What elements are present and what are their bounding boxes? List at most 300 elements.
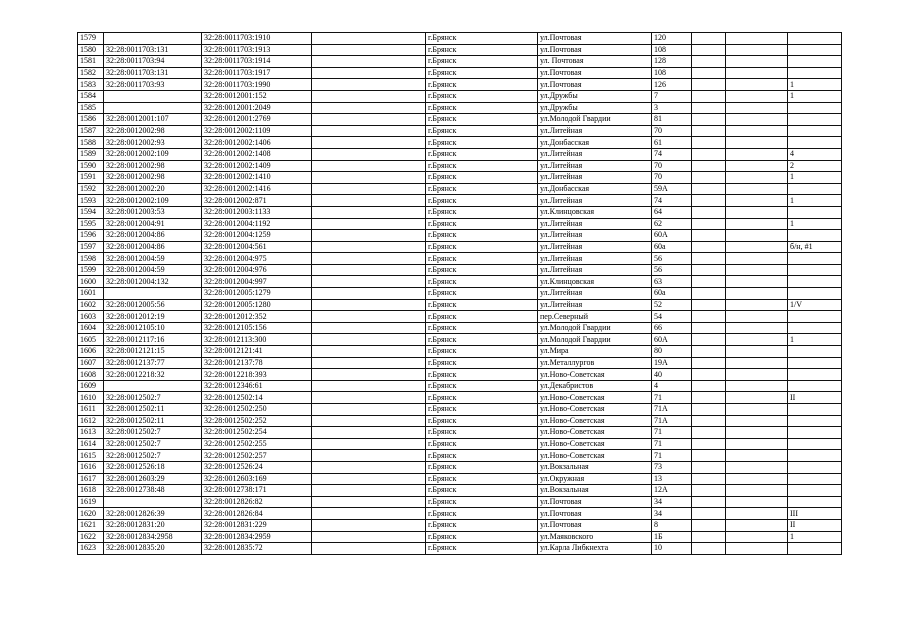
row-number-cell: 1604 xyxy=(78,322,104,334)
blank-cell-b xyxy=(692,531,726,543)
table-row xyxy=(78,160,842,172)
table-row xyxy=(78,102,842,114)
cadastral-number-cell: 32:28:0012002:1416 xyxy=(202,183,312,195)
blank-cell-b xyxy=(692,357,726,369)
blank-cell-b xyxy=(692,346,726,358)
parcel-number-cell: 32:28:0012001:107 xyxy=(104,114,202,126)
house-number-cell: 10 xyxy=(652,543,692,555)
row-number-cell: 1619 xyxy=(78,496,104,508)
parcel-number-cell: 32:28:0012002:98 xyxy=(104,160,202,172)
blank-cell-c xyxy=(726,102,788,114)
street-cell: ул.Окружная xyxy=(538,473,652,485)
parcel-number-cell: 32:28:0012004:86 xyxy=(104,230,202,242)
premises-cell xyxy=(788,33,842,45)
city-cell: г.Брянск xyxy=(426,114,538,126)
row-number-cell: 1621 xyxy=(78,519,104,531)
row-number-cell: 1616 xyxy=(78,461,104,473)
street-cell: ул.Молодой Гвардии xyxy=(538,114,652,126)
parcel-number-cell: 32:28:0012002:109 xyxy=(104,195,202,207)
row-number-cell: 1589 xyxy=(78,148,104,160)
house-number-cell: 70 xyxy=(652,172,692,184)
blank-cell-b xyxy=(692,183,726,195)
cadastral-number-cell: 32:28:0012004:976 xyxy=(202,264,312,276)
street-cell: ул.Литейная xyxy=(538,195,652,207)
cadastral-number-cell: 32:28:0012834:2959 xyxy=(202,531,312,543)
street-cell: ул.Дружбы xyxy=(538,102,652,114)
house-number-cell: 8 xyxy=(652,519,692,531)
table-row xyxy=(78,206,842,218)
street-cell: ул.Литейная xyxy=(538,218,652,230)
cadastral-number-cell: 32:28:0012001:2769 xyxy=(202,114,312,126)
blank-cell-b xyxy=(692,67,726,79)
house-number-cell: 108 xyxy=(652,44,692,56)
blank-cell-b xyxy=(692,33,726,45)
city-cell: г.Брянск xyxy=(426,357,538,369)
house-number-cell: 13 xyxy=(652,473,692,485)
blank-cell-c xyxy=(726,311,788,323)
blank-cell-c xyxy=(726,334,788,346)
row-number-cell: 1622 xyxy=(78,531,104,543)
cadastral-number-cell: 32:28:0012502:257 xyxy=(202,450,312,462)
row-number-cell: 1590 xyxy=(78,160,104,172)
cadastral-number-cell: 32:28:0012502:14 xyxy=(202,392,312,404)
blank-cell-b xyxy=(692,125,726,137)
cadastral-number-cell: 32:28:0012218:393 xyxy=(202,369,312,381)
row-number-cell: 1583 xyxy=(78,79,104,91)
house-number-cell: 120 xyxy=(652,33,692,45)
cadastral-number-cell: 32:28:0012835:72 xyxy=(202,543,312,555)
blank-cell-c xyxy=(726,508,788,520)
row-number-cell: 1586 xyxy=(78,114,104,126)
table-row xyxy=(78,148,842,160)
cadastral-number-cell: 32:28:0012004:975 xyxy=(202,253,312,265)
premises-cell xyxy=(788,253,842,265)
blank-cell-a xyxy=(312,206,426,218)
cadastral-number-cell: 32:28:0012005:1279 xyxy=(202,288,312,300)
city-cell: г.Брянск xyxy=(426,334,538,346)
table-row xyxy=(78,67,842,79)
blank-cell-a xyxy=(312,148,426,160)
street-cell: ул. Почтовая xyxy=(538,56,652,68)
city-cell: г.Брянск xyxy=(426,485,538,497)
row-number-cell: 1601 xyxy=(78,288,104,300)
city-cell: г.Брянск xyxy=(426,230,538,242)
table-row xyxy=(78,253,842,265)
blank-cell-c xyxy=(726,519,788,531)
table-row xyxy=(78,531,842,543)
table-row xyxy=(78,33,842,45)
premises-cell: II xyxy=(788,519,842,531)
blank-cell-c xyxy=(726,288,788,300)
table-row xyxy=(78,241,842,253)
street-cell: пер.Северный xyxy=(538,311,652,323)
blank-cell-b xyxy=(692,322,726,334)
blank-cell-c xyxy=(726,218,788,230)
table-row xyxy=(78,264,842,276)
street-cell: ул.Почтовая xyxy=(538,79,652,91)
street-cell: ул.Молодой Гвардии xyxy=(538,322,652,334)
cadastral-number-cell: 32:28:0012346:61 xyxy=(202,380,312,392)
parcel-number-cell xyxy=(104,380,202,392)
city-cell: г.Брянск xyxy=(426,473,538,485)
street-cell: ул.Литейная xyxy=(538,172,652,184)
table-row xyxy=(78,288,842,300)
blank-cell-a xyxy=(312,485,426,497)
blank-cell-c xyxy=(726,241,788,253)
blank-cell-b xyxy=(692,543,726,555)
city-cell: г.Брянск xyxy=(426,206,538,218)
house-number-cell: 61 xyxy=(652,137,692,149)
city-cell: г.Брянск xyxy=(426,253,538,265)
street-cell: ул.Почтовая xyxy=(538,67,652,79)
city-cell: г.Брянск xyxy=(426,415,538,427)
city-cell: г.Брянск xyxy=(426,519,538,531)
table-row xyxy=(78,450,842,462)
premises-cell xyxy=(788,322,842,334)
blank-cell-a xyxy=(312,380,426,392)
blank-cell-c xyxy=(726,461,788,473)
blank-cell-a xyxy=(312,288,426,300)
house-number-cell: 126 xyxy=(652,79,692,91)
parcel-number-cell: 32:28:0012105:10 xyxy=(104,322,202,334)
blank-cell-b xyxy=(692,160,726,172)
parcel-number-cell: 32:28:0012526:18 xyxy=(104,461,202,473)
blank-cell-a xyxy=(312,415,426,427)
blank-cell-c xyxy=(726,346,788,358)
premises-cell xyxy=(788,450,842,462)
table-row xyxy=(78,485,842,497)
row-number-cell: 1605 xyxy=(78,334,104,346)
cadastral-number-cell: 32:28:0012137:78 xyxy=(202,357,312,369)
premises-cell xyxy=(788,56,842,68)
blank-cell-c xyxy=(726,450,788,462)
street-cell: ул.Литейная xyxy=(538,264,652,276)
parcel-number-cell xyxy=(104,288,202,300)
blank-cell-a xyxy=(312,218,426,230)
premises-cell: 1 xyxy=(788,531,842,543)
house-number-cell: 64 xyxy=(652,206,692,218)
parcel-number-cell: 32:28:0011703:131 xyxy=(104,44,202,56)
blank-cell-c xyxy=(726,531,788,543)
house-number-cell: 128 xyxy=(652,56,692,68)
street-cell: ул.Вокзальная xyxy=(538,461,652,473)
row-number-cell: 1582 xyxy=(78,67,104,79)
house-number-cell: 34 xyxy=(652,508,692,520)
parcel-number-cell: 32:28:0012831:20 xyxy=(104,519,202,531)
blank-cell-a xyxy=(312,357,426,369)
street-cell: ул.Литейная xyxy=(538,288,652,300)
house-number-cell: 40 xyxy=(652,369,692,381)
row-number-cell: 1602 xyxy=(78,299,104,311)
parcel-number-cell xyxy=(104,90,202,102)
blank-cell-a xyxy=(312,519,426,531)
street-cell: ул.Клинцовская xyxy=(538,206,652,218)
blank-cell-b xyxy=(692,461,726,473)
blank-cell-a xyxy=(312,102,426,114)
blank-cell-a xyxy=(312,253,426,265)
city-cell: г.Брянск xyxy=(426,322,538,334)
parcel-number-cell: 32:28:0012004:132 xyxy=(104,276,202,288)
table-row xyxy=(78,508,842,520)
blank-cell-c xyxy=(726,427,788,439)
street-cell: ул.Литейная xyxy=(538,230,652,242)
house-number-cell: 3 xyxy=(652,102,692,114)
table-row xyxy=(78,44,842,56)
street-cell: ул.Литейная xyxy=(538,241,652,253)
premises-cell xyxy=(788,67,842,79)
blank-cell-c xyxy=(726,183,788,195)
premises-cell xyxy=(788,206,842,218)
row-number-cell: 1623 xyxy=(78,543,104,555)
parcel-number-cell: 32:28:0012002:20 xyxy=(104,183,202,195)
city-cell: г.Брянск xyxy=(426,195,538,207)
city-cell: г.Брянск xyxy=(426,102,538,114)
cadastral-number-cell: 32:28:0011703:1913 xyxy=(202,44,312,56)
blank-cell-b xyxy=(692,137,726,149)
city-cell: г.Брянск xyxy=(426,172,538,184)
table-row xyxy=(78,369,842,381)
blank-cell-a xyxy=(312,276,426,288)
blank-cell-c xyxy=(726,299,788,311)
street-cell: ул.Металлургов xyxy=(538,357,652,369)
table-row xyxy=(78,380,842,392)
city-cell: г.Брянск xyxy=(426,44,538,56)
blank-cell-a xyxy=(312,56,426,68)
street-cell: ул.Литейная xyxy=(538,253,652,265)
premises-cell: 1 xyxy=(788,334,842,346)
parcel-number-cell: 32:28:0012002:98 xyxy=(104,172,202,184)
blank-cell-a xyxy=(312,241,426,253)
blank-cell-b xyxy=(692,299,726,311)
parcel-number-cell xyxy=(104,33,202,45)
table-body xyxy=(78,33,842,555)
house-number-cell: 56 xyxy=(652,253,692,265)
table-row xyxy=(78,496,842,508)
row-number-cell: 1612 xyxy=(78,415,104,427)
street-cell: ул.Ново-Советская xyxy=(538,392,652,404)
row-number-cell: 1594 xyxy=(78,206,104,218)
table-row xyxy=(78,114,842,126)
row-number-cell: 1610 xyxy=(78,392,104,404)
table-row xyxy=(78,172,842,184)
blank-cell-b xyxy=(692,450,726,462)
cadastral-number-cell: 32:28:0011703:1914 xyxy=(202,56,312,68)
street-cell: ул.Донбасская xyxy=(538,183,652,195)
premises-cell: б/н, #1 xyxy=(788,241,842,253)
cadastral-number-cell: 32:28:0012004:561 xyxy=(202,241,312,253)
premises-cell xyxy=(788,137,842,149)
premises-cell xyxy=(788,230,842,242)
row-number-cell: 1599 xyxy=(78,264,104,276)
cadastral-number-cell: 32:28:0012004:1259 xyxy=(202,230,312,242)
table-row xyxy=(78,357,842,369)
blank-cell-c xyxy=(726,253,788,265)
parcel-number-cell: 32:28:0012834:2958 xyxy=(104,531,202,543)
blank-cell-a xyxy=(312,114,426,126)
row-number-cell: 1607 xyxy=(78,357,104,369)
premises-cell xyxy=(788,311,842,323)
city-cell: г.Брянск xyxy=(426,369,538,381)
house-number-cell: 71 xyxy=(652,438,692,450)
premises-cell xyxy=(788,380,842,392)
city-cell: г.Брянск xyxy=(426,160,538,172)
street-cell: ул.Карла Либкнехта xyxy=(538,543,652,555)
table-row xyxy=(78,125,842,137)
blank-cell-b xyxy=(692,218,726,230)
table-row xyxy=(78,322,842,334)
blank-cell-c xyxy=(726,172,788,184)
blank-cell-a xyxy=(312,125,426,137)
city-cell: г.Брянск xyxy=(426,427,538,439)
row-number-cell: 1618 xyxy=(78,485,104,497)
blank-cell-b xyxy=(692,230,726,242)
cadastral-number-cell: 32:28:0012826:84 xyxy=(202,508,312,520)
city-cell: г.Брянск xyxy=(426,264,538,276)
street-cell: ул.Почтовая xyxy=(538,44,652,56)
street-cell: ул.Вокзальная xyxy=(538,485,652,497)
table-row xyxy=(78,334,842,346)
blank-cell-a xyxy=(312,543,426,555)
street-cell: ул.Почтовая xyxy=(538,496,652,508)
cadastral-number-cell: 32:28:0012502:254 xyxy=(202,427,312,439)
house-number-cell: 62 xyxy=(652,218,692,230)
blank-cell-c xyxy=(726,322,788,334)
blank-cell-a xyxy=(312,508,426,520)
premises-cell: 1/V xyxy=(788,299,842,311)
blank-cell-c xyxy=(726,137,788,149)
parcel-number-cell: 32:28:0012502:7 xyxy=(104,392,202,404)
house-number-cell: 4 xyxy=(652,380,692,392)
row-number-cell: 1597 xyxy=(78,241,104,253)
blank-cell-b xyxy=(692,276,726,288)
row-number-cell: 1600 xyxy=(78,276,104,288)
table-row xyxy=(78,543,842,555)
row-number-cell: 1611 xyxy=(78,404,104,416)
city-cell: г.Брянск xyxy=(426,148,538,160)
table-row xyxy=(78,461,842,473)
blank-cell-b xyxy=(692,241,726,253)
city-cell: г.Брянск xyxy=(426,531,538,543)
row-number-cell: 1620 xyxy=(78,508,104,520)
house-number-cell: 34 xyxy=(652,496,692,508)
blank-cell-c xyxy=(726,125,788,137)
table-row xyxy=(78,415,842,427)
row-number-cell: 1591 xyxy=(78,172,104,184)
blank-cell-a xyxy=(312,90,426,102)
premises-cell xyxy=(788,44,842,56)
house-number-cell: 60а xyxy=(652,241,692,253)
blank-cell-b xyxy=(692,148,726,160)
cadastral-number-cell: 32:28:0012002:1410 xyxy=(202,172,312,184)
cadastral-number-cell: 32:28:0012001:2049 xyxy=(202,102,312,114)
blank-cell-b xyxy=(692,56,726,68)
house-number-cell: 66 xyxy=(652,322,692,334)
table-row xyxy=(78,79,842,91)
blank-cell-a xyxy=(312,160,426,172)
premises-cell xyxy=(788,404,842,416)
parcel-number-cell: 32:28:0012004:91 xyxy=(104,218,202,230)
parcel-number-cell: 32:28:0012835:20 xyxy=(104,543,202,555)
house-number-cell: 71А xyxy=(652,404,692,416)
blank-cell-b xyxy=(692,288,726,300)
street-cell: ул.Ново-Советская xyxy=(538,427,652,439)
blank-cell-a xyxy=(312,438,426,450)
premises-cell xyxy=(788,264,842,276)
premises-cell xyxy=(788,427,842,439)
blank-cell-b xyxy=(692,404,726,416)
city-cell: г.Брянск xyxy=(426,508,538,520)
city-cell: г.Брянск xyxy=(426,56,538,68)
cadastral-number-cell: 32:28:0012002:1406 xyxy=(202,137,312,149)
premises-cell xyxy=(788,114,842,126)
city-cell: г.Брянск xyxy=(426,33,538,45)
street-cell: ул.Дружбы xyxy=(538,90,652,102)
table-row xyxy=(78,90,842,102)
blank-cell-b xyxy=(692,508,726,520)
blank-cell-b xyxy=(692,114,726,126)
parcel-number-cell: 32:28:0012218:32 xyxy=(104,369,202,381)
premises-cell xyxy=(788,369,842,381)
blank-cell-b xyxy=(692,90,726,102)
blank-cell-b xyxy=(692,392,726,404)
house-number-cell: 108 xyxy=(652,67,692,79)
blank-cell-c xyxy=(726,90,788,102)
blank-cell-c xyxy=(726,79,788,91)
premises-cell: 1 xyxy=(788,218,842,230)
house-number-cell: 71А xyxy=(652,415,692,427)
street-cell: ул.Ново-Советская xyxy=(538,404,652,416)
row-number-cell: 1580 xyxy=(78,44,104,56)
parcel-number-cell: 32:28:0012005:56 xyxy=(104,299,202,311)
city-cell: г.Брянск xyxy=(426,67,538,79)
cadastral-number-cell: 32:28:0012826:82 xyxy=(202,496,312,508)
blank-cell-a xyxy=(312,496,426,508)
blank-cell-b xyxy=(692,334,726,346)
city-cell: г.Брянск xyxy=(426,392,538,404)
street-cell: ул.Донбасская xyxy=(538,137,652,149)
blank-cell-b xyxy=(692,172,726,184)
premises-cell xyxy=(788,438,842,450)
premises-cell xyxy=(788,102,842,114)
city-cell: г.Брянск xyxy=(426,90,538,102)
table-row xyxy=(78,195,842,207)
house-number-cell: 70 xyxy=(652,125,692,137)
blank-cell-c xyxy=(726,67,788,79)
city-cell: г.Брянск xyxy=(426,299,538,311)
blank-cell-b xyxy=(692,380,726,392)
table-row xyxy=(78,56,842,68)
house-number-cell: 60А xyxy=(652,230,692,242)
premises-cell xyxy=(788,485,842,497)
blank-cell-a xyxy=(312,461,426,473)
table-row xyxy=(78,519,842,531)
parcel-number-cell: 32:28:0012738:48 xyxy=(104,485,202,497)
blank-cell-c xyxy=(726,473,788,485)
premises-cell xyxy=(788,415,842,427)
city-cell: г.Брянск xyxy=(426,404,538,416)
city-cell: г.Брянск xyxy=(426,496,538,508)
street-cell: ул.Маяковского xyxy=(538,531,652,543)
blank-cell-c xyxy=(726,415,788,427)
parcel-number-cell: 32:28:0011703:131 xyxy=(104,67,202,79)
premises-cell xyxy=(788,461,842,473)
table-row xyxy=(78,299,842,311)
row-number-cell: 1593 xyxy=(78,195,104,207)
parcel-number-cell: 32:28:0012502:11 xyxy=(104,415,202,427)
blank-cell-c xyxy=(726,369,788,381)
parcel-number-cell: 32:28:0012002:109 xyxy=(104,148,202,160)
city-cell: г.Брянск xyxy=(426,543,538,555)
